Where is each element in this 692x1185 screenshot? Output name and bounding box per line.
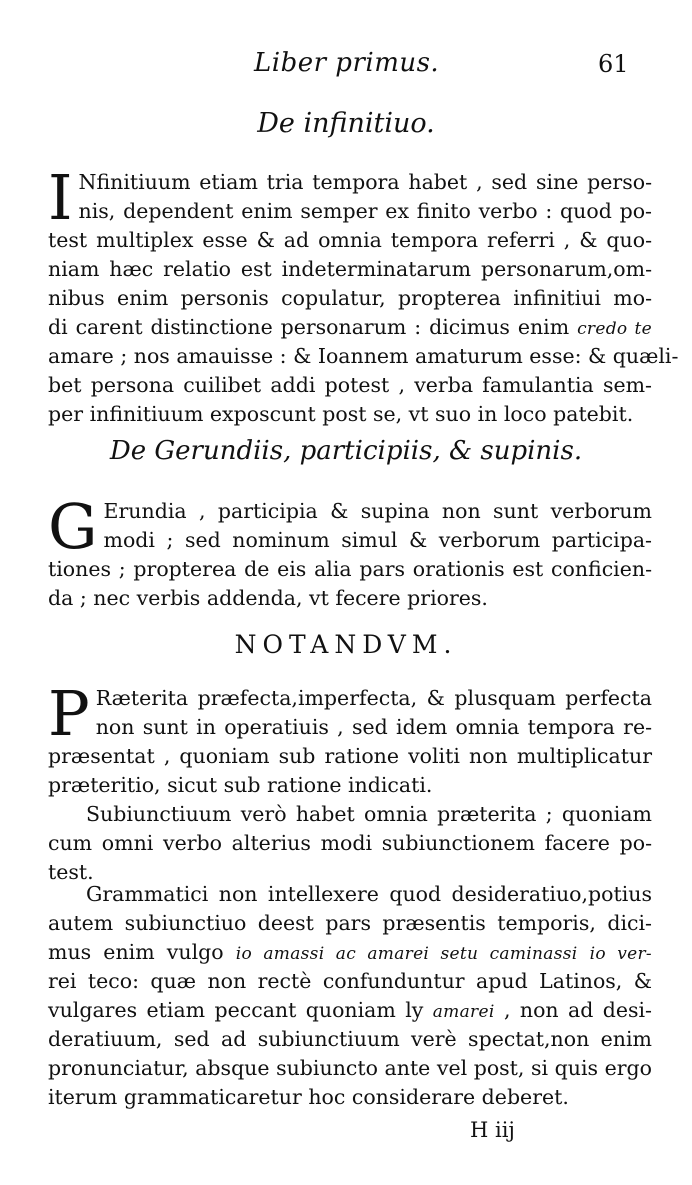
text-line: præteritio, sicut sub ratione indicati.	[48, 773, 433, 797]
paragraph-grammatici	[48, 880, 652, 1112]
text-line: Subiunctiuum verò habet omnia præterita ; quoniam	[86, 802, 652, 826]
text-line: bet persona cuilibet addi potest , verba famulantia sem-	[48, 373, 652, 397]
italic-example: amarei	[432, 1002, 495, 1022]
italic-example: credo te	[577, 319, 652, 339]
text-line	[48, 938, 652, 967]
italic-example: io ver-	[589, 944, 652, 964]
text-line: per infinitiuum exposcunt post se, vt suo in loco patebit.	[48, 402, 634, 426]
text-line: Ræterita præfecta,imperfecta, & plusquam perfecta	[95, 686, 652, 710]
section-heading-gerundiis: De Gerundiis, participiis, & supinis.	[109, 436, 583, 466]
text-line: nibus enim personis copulatur, propterea infinitiui mo-	[48, 286, 652, 310]
text-line: cum omni verbo alterius modi subiunctionem facere po-	[48, 831, 652, 855]
drop-cap: P	[48, 677, 90, 750]
text-line: Erundia , participia & supina non sunt verborum	[103, 499, 652, 523]
text-line	[48, 996, 652, 1025]
text-line: rei teco: quæ non rectè confunduntur apud Latinos, &	[48, 969, 652, 993]
text-line: test.	[48, 860, 94, 884]
text-line: modi ; sed nominum simul & verborum participa-	[103, 528, 652, 552]
italic-example: io amassi ac amarei setu caminassi	[235, 944, 578, 964]
running-title: Liber primus.	[254, 48, 440, 78]
text-segment: vulgares etiam peccant quoniam ly	[48, 998, 424, 1022]
text-line: autem subiunctiuo deest pars præsentis temporis, dici-	[48, 911, 652, 935]
text-line: non sunt in operatiuis , sed idem omnia tempora re-	[95, 715, 652, 739]
text-segment: , non ad desi-	[503, 998, 652, 1022]
text-line: Grammatici non intellexere quod desideratiuo,potius	[86, 882, 652, 906]
text-line: Nfinitiuum etiam tria tempora habet , sed sine perso-	[78, 170, 652, 194]
drop-cap: G	[48, 490, 98, 563]
text-line: amare ; nos amauisse : & Ioannem amaturum esse: & quæli-	[48, 344, 679, 368]
signature-mark: H iij	[470, 1118, 515, 1142]
text-line: test multiplex esse & ad omnia tempora referri , & quo-	[48, 228, 652, 252]
text-line: nis, dependent enim semper ex finito verbo : quod po-	[78, 199, 652, 223]
section-heading-notandum: NOTANDVM.	[234, 630, 458, 659]
text-line: pronunciatur, absque subiuncto ante vel post, si quis ergo	[48, 1056, 652, 1080]
page-header	[0, 48, 692, 88]
text-line: præsentat , quoniam sub ratione voliti non multiplicatur	[48, 744, 652, 768]
drop-cap: I	[48, 161, 73, 234]
paragraph-infinitivo	[48, 161, 679, 429]
text-line: deratiuum, sed ad subiunctiuum verè spectat,non enim	[48, 1027, 652, 1051]
text-line: tiones ; propterea de eis alia pars orationis est conficien-	[48, 557, 652, 581]
text-segment: mus enim vulgo	[48, 940, 224, 964]
text-line: da ; nec verbis addenda, vt fecere priores.	[48, 586, 488, 610]
paragraph-gerundiis	[48, 490, 652, 613]
paragraph-notandum	[48, 677, 652, 887]
text-segment: di carent distinctione personarum : dicimus enim	[48, 315, 570, 339]
page-number: 61	[598, 50, 629, 78]
section-heading-infinitivo: De infinitiuo.	[257, 108, 435, 139]
text-line: iterum grammaticaretur hoc considerare deberet.	[48, 1085, 569, 1109]
text-line: niam hæc relatio est indeterminatarum personarum,om-	[48, 257, 652, 281]
text-line	[48, 313, 652, 342]
